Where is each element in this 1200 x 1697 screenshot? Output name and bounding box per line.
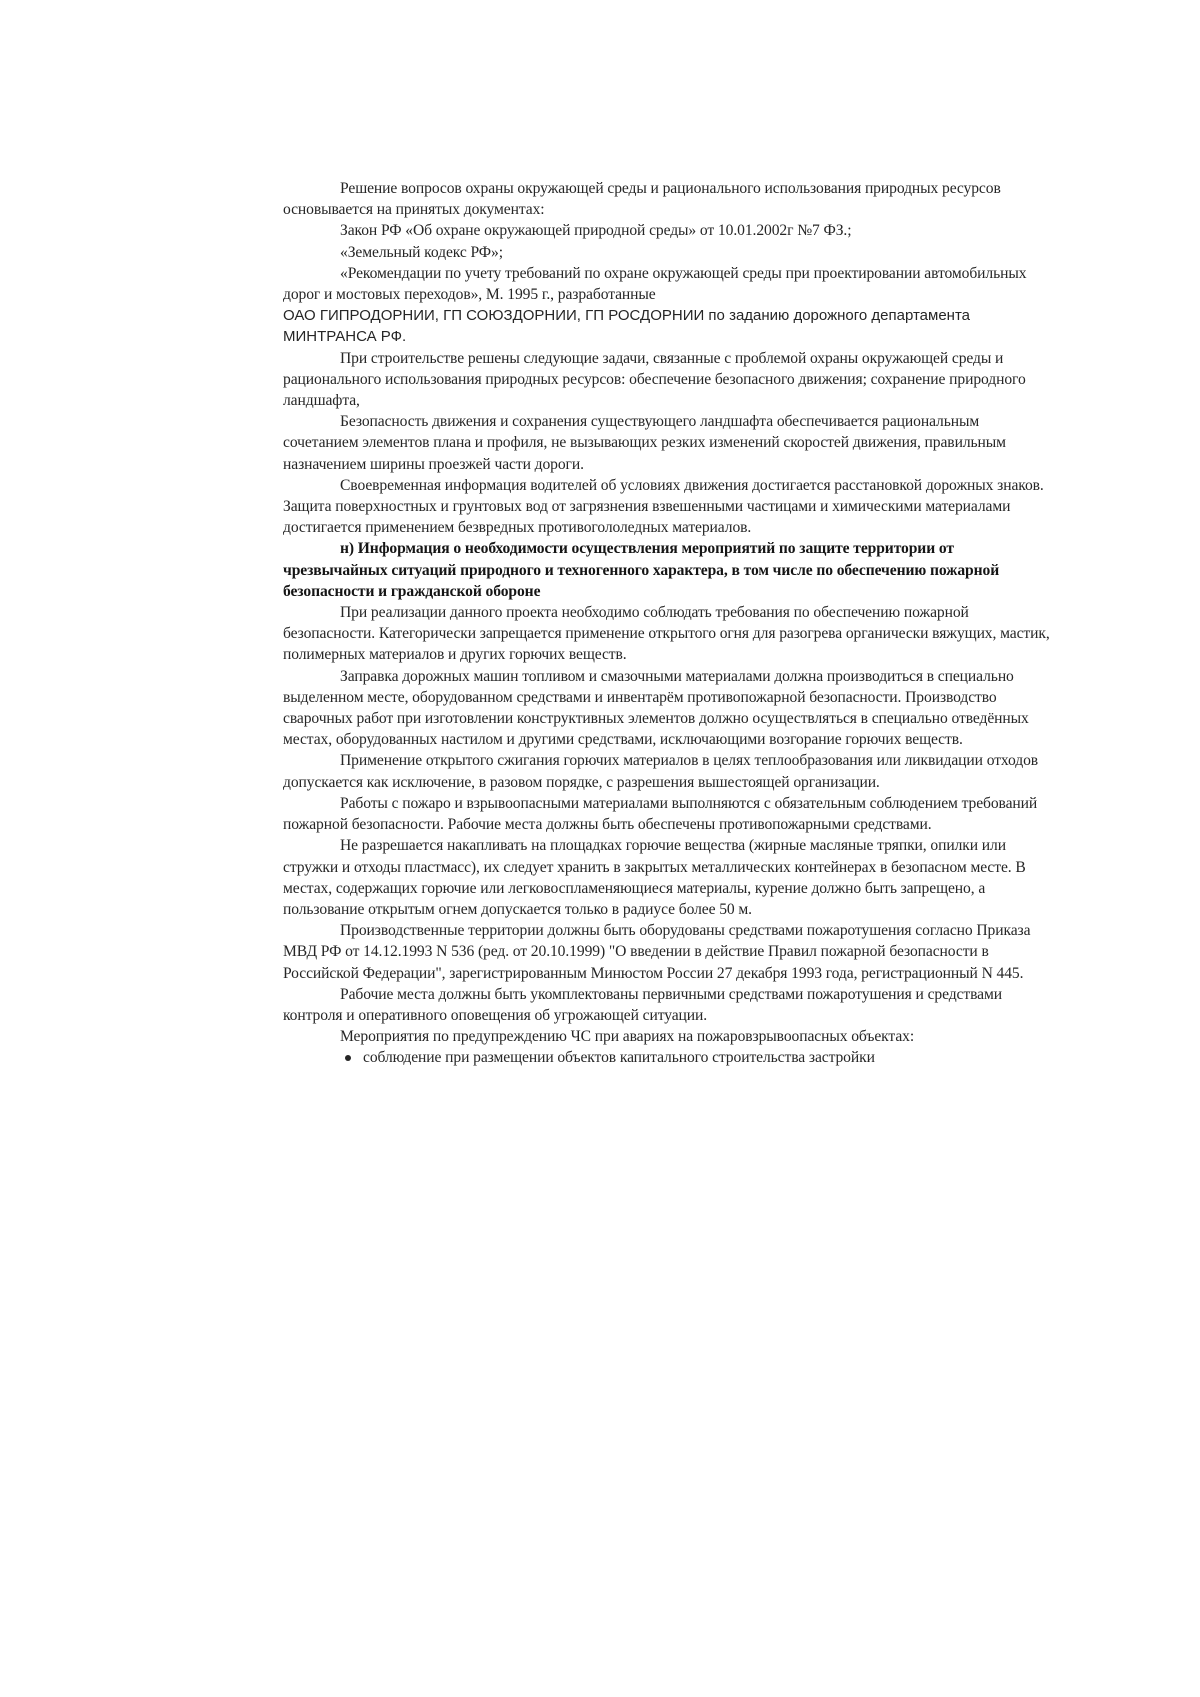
paragraph-explosive-materials: Работы с пожаро и взрывоопасными материалами выполняются с обязательным соблюдением требований пожарной безопасности. Рабочие места должны быть обеспечены противопожарными средствами. (283, 794, 1038, 834)
paragraph-construction-tasks: При строительстве решены следующие задачи, связанные с проблемой охраны окружающей среды и рационального использования природных ресурсов: обеспечение безопасного движения; сохранение природного ландшафта, (283, 349, 1026, 410)
bullet-icon (345, 1055, 351, 1061)
paragraph-fire-equipment: Производственные территории должны быть оборудованы средствами пожаротушения согласно Приказа МВД РФ от 14.12.1993 N 536 (ред. от 20.10.1999) "О введении в действие Правил пожарной безопасности в Российской Федерации", зарегистрированным Минюстом России 27 декабря 1993 года, регистрационный N 445. (283, 922, 1031, 982)
paragraph-driver-information: Своевременная информация водителей об условиях движения достигается расстановкой дорожных знаков. Защита поверхностных и грунтовых вод от загрязнения взвешенными частицами и химическими материалами достигается применением безвредных противогололедных материалов. (283, 476, 1044, 537)
section-heading-emergency: н) Информация о необходимости осуществления мероприятий по защите территории от чрезвычайных ситуаций природного и техногенного характера, в том числе по обеспечению пожарной безопасности и гражданской обороне (283, 540, 1000, 600)
paragraph-refueling: Заправка дорожных машин топливом и смазочными материалами должна производиться в специально выделенном месте, оборудованном средствами и инвентарём противопожарной безопасности. Производство сварочных работ при изготовлении конструктивных элементов должно осуществляться в специально отведённых местах, оборудованных настилом и другими средствами, исключающими возгорание горючих веществ. (283, 667, 1029, 749)
paragraph-developers (283, 305, 1053, 347)
list-item-text: соблюдение при размещении объектов капитального строительства застройки (363, 1049, 875, 1067)
paragraph-intro: Решение вопросов охраны окружающей среды и рационального использования природных ресурсов основывается на принятых документах: (283, 180, 1001, 219)
developers-text: ОАО ГИПРОДОРНИИ, ГП СОЮЗДОРНИИ, ГП РОСДОРНИИ по заданию дорожного департамента МИНТРАНСА РФ. (283, 307, 970, 346)
paragraph-land-code: «Земельный кодекс РФ»; (340, 243, 503, 261)
paragraph-fire-safety: При реализации данного проекта необходимо соблюдать требования по обеспечению пожарной безопасности. Категорически запрещается применение открытого огня для разогрева органически вяжущих, мастик, полимерных материалов и других горючих веществ. (283, 604, 1050, 664)
paragraph-workplaces: Рабочие места должны быть укомплектованы первичными средствами пожаротушения и средствами контроля и оперативного оповещения об угрожающей ситуации. (283, 985, 1002, 1024)
paragraph-storage: Не разрешается накапливать на площадках горючие вещества (жирные масляные тряпки, опилки или стружки и отходы пластмасс), их следует хранить в закрытых металлических контейнерах в безопасном месте. В местах, содержащих горючие или легковоспламеняющиеся материалы, курение должно быть запрещено, а пользование открытым огнем допускается только в радиусе более 50 м. (283, 837, 1026, 918)
paragraph-traffic-safety: Безопасность движения и сохранения существующего ландшафта обеспечивается рациональным сочетанием элементов плана и профиля, не вызывающих резких изменений скоростей движения, правильным назначением ширины проезжей части дороги. (283, 413, 1006, 473)
paragraph-open-burning: Применение открытого сжигания горючих материалов в целях теплообразования или ликвидации отходов допускается как исключение, в разовом порядке, с разрешения вышестоящей организации. (283, 752, 1039, 791)
paragraph-law-environment: Закон РФ «Об охране окружающей природной среды» от 10.01.2002г №7 ФЗ.; (340, 222, 852, 240)
paragraph-measures: Мероприятия по предупреждению ЧС при авариях на пожаровзрывоопасных объектах: (340, 1028, 915, 1046)
list-item (283, 1047, 1053, 1068)
paragraph-recommendations: «Рекомендации по учету требований по охране окружающей среды при проектировании автомобильных дорог и мостовых переходов», М. 1995 г., разработанные (283, 264, 1027, 304)
document-page (283, 178, 1053, 1069)
